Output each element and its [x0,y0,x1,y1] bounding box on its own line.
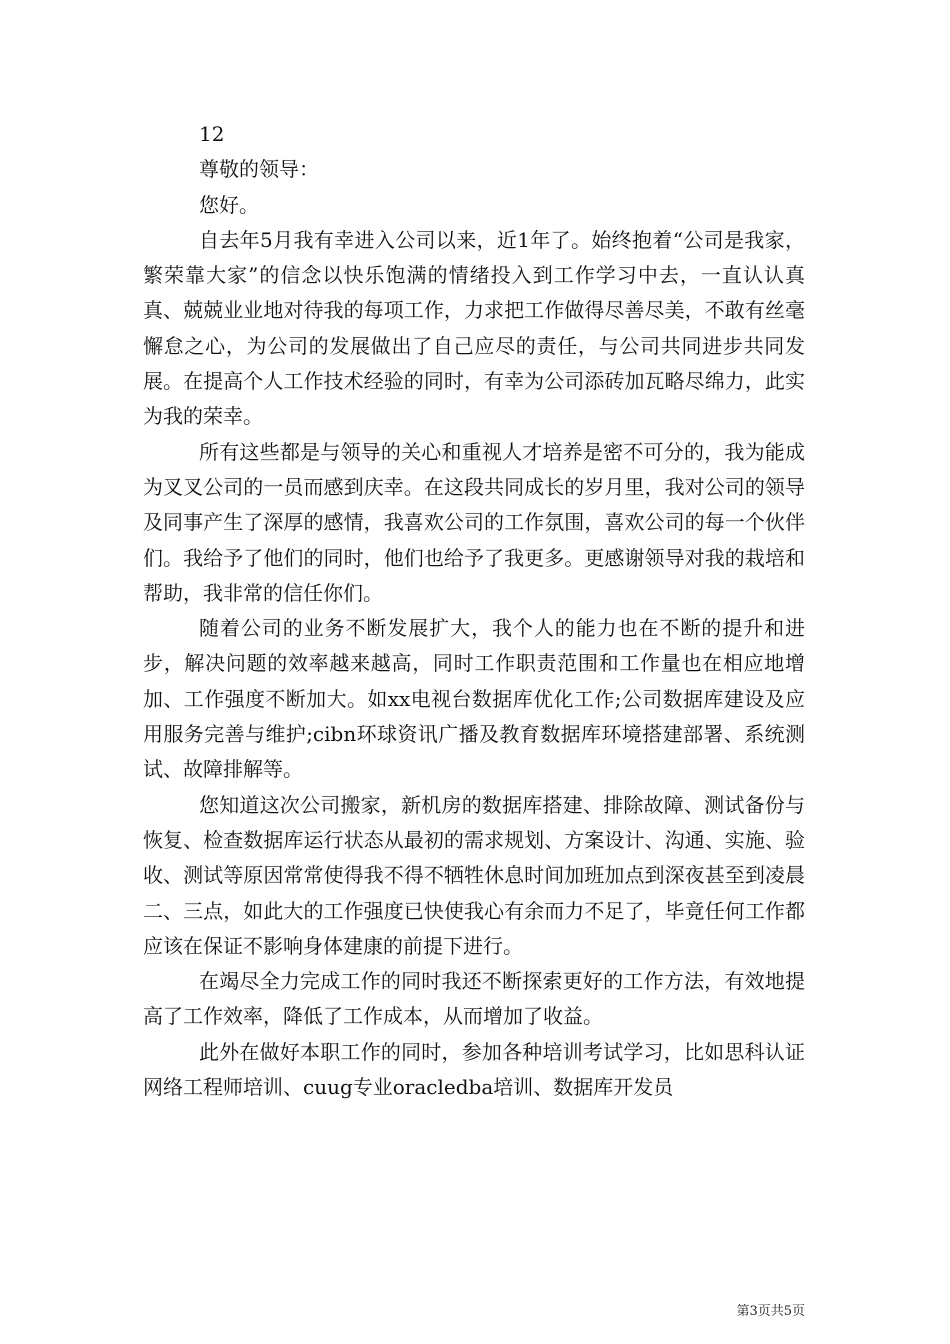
paragraph-6: 此外在做好本职工作的同时，参加各种培训考试学习，比如思科认证网络工程师培训、cuug专业oracledba培训、数据库开发员 [143,1039,805,1100]
paragraph-3: 随着公司的业务不断发展扩大，我个人的能力也在不断的提升和进步，解决问题的效率越来越高，同时工作职责范围和工作量也在相应地增加、工作强度不断加大。如xx电视台数据库优化工作;公司数据库建设及应用服务完善与维护;cibn环球资讯广播及教育数据库环境搭建部署、系统测试、故障排解等。 [143,616,805,782]
paragraph-1: 自去年5月我有幸进入公司以来，近1年了。始终抱着“公司是我家，繁荣靠大家”的信念以快乐饱满的情绪投入到工作学习中去，一直认认真真、兢兢业业地对待我的每项工作，力求把工作做得尽善尽美，不敢有丝毫懈怠之心，为公司的发展做出了自己应尽的责任，与公司共同进步共同发展。在提高个人工作技术经验的同时，有幸为公司添砖加瓦略尽绵力，此实为我的荣幸。 [143,227,805,429]
greeting: 您好。 [199,192,259,217]
page-number-line: 12 [199,122,225,146]
document-body [143,117,805,1105]
salutation: 尊敬的领导： [199,157,319,182]
paragraph-2: 所有这些都是与领导的关心和重视人才培养是密不可分的，我为能成为叉叉公司的一员而感到庆幸。在这段共同成长的岁月里，我对公司的领导及同事产生了深厚的感情，我喜欢公司的工作氛围，喜欢公司的每一个伙伴们。我给予了他们的同时，他们也给予了我更多。更感谢领导对我的栽培和帮助，我非常的信任你们。 [143,439,805,605]
paragraph-5: 在竭尽全力完成工作的同时我还不断探索更好的工作方法，有效地提高了工作效率，降低了工作成本，从而增加了收益。 [143,969,805,1029]
page-footer: 第3页共5页 [736,1304,805,1319]
paragraph-4: 您知道这次公司搬家，新机房的数据库搭建、排除故障、测试备份与恢复、检查数据库运行状态从最初的需求规划、方案设计、沟通、实施、验收、测试等原因常常使得我不得不牺牲休息时间加班加点到深夜甚至到凌晨二、三点，如此大的工作强度已快使我心有余而力不足了，毕竟任何工作都应该在保证不影响身体建康的前提下进行。 [143,792,805,958]
